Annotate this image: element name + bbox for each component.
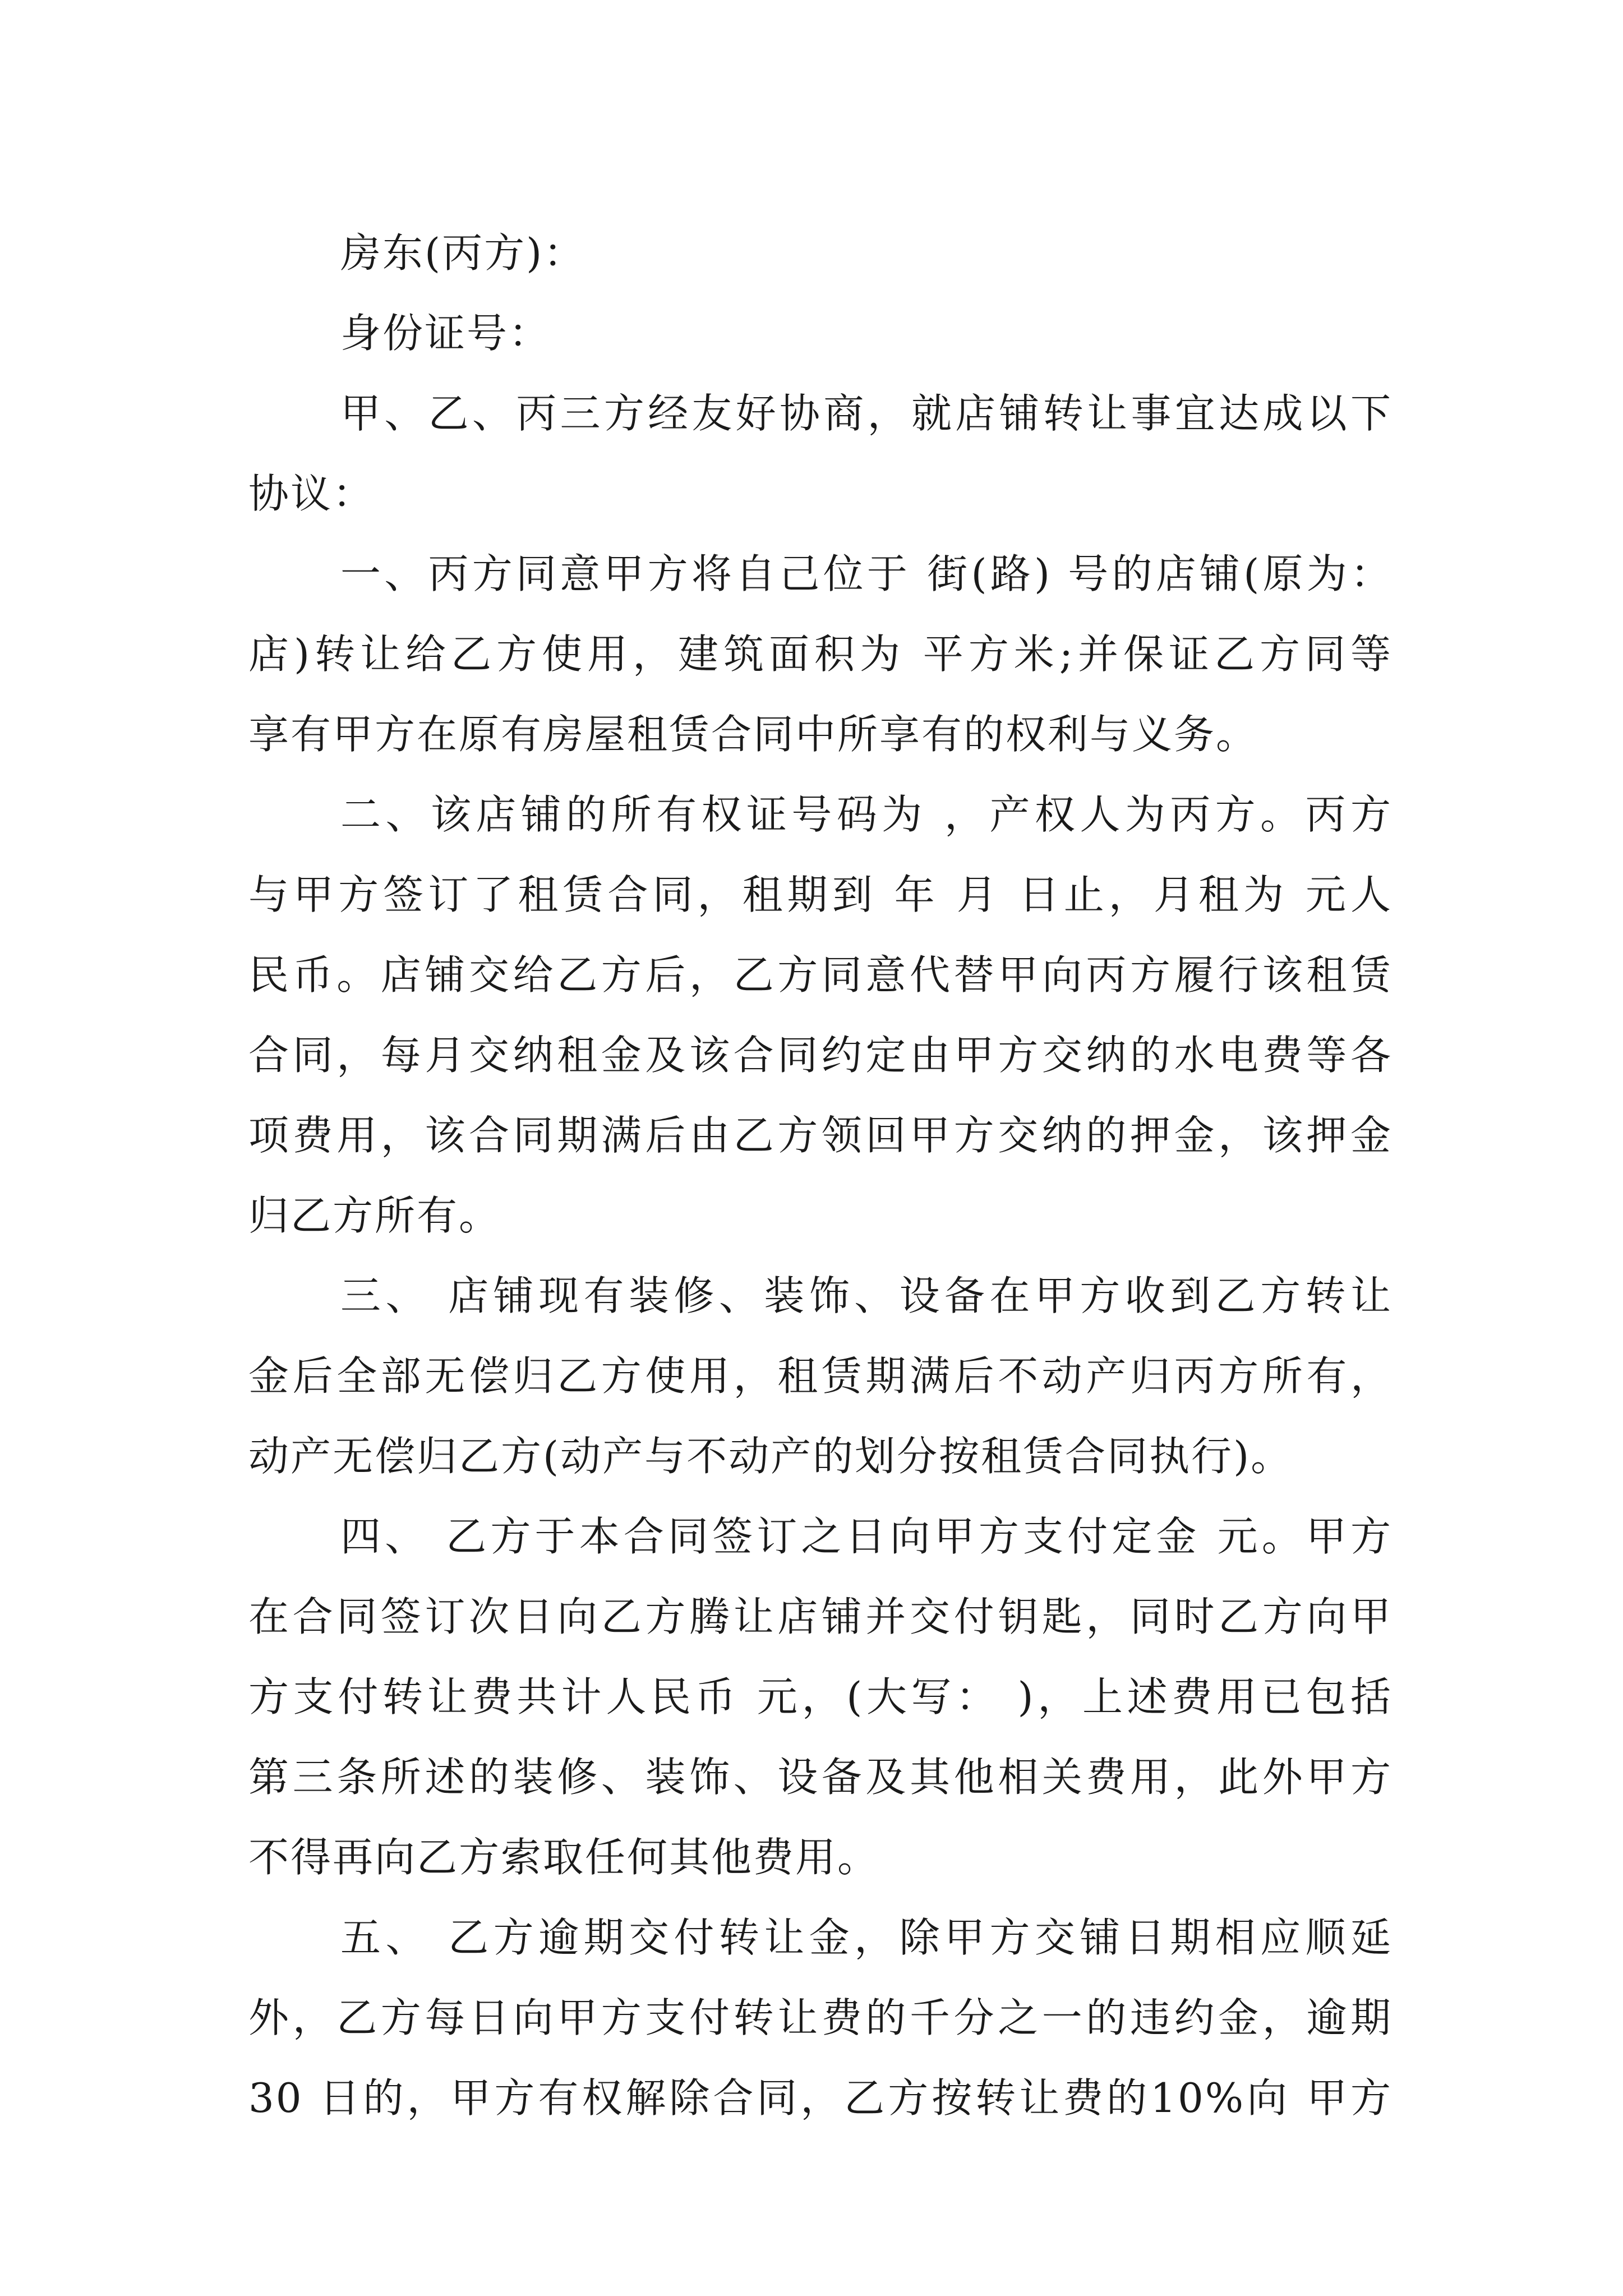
clause-2-line-2: 与甲方签订了租赁合同，租期到 年 月 日止，月租为 元人 (248, 871, 1393, 918)
clause-4-line-3: 方支付转让费共计人民币 元，(大写： )，上述费用已包括 (248, 1673, 1393, 1720)
landlord-line: 房东(丙方)： (340, 229, 586, 277)
clause-5-line-2: 外，乙方每日向甲方支付转让费的千分之一的违约金，逾期 (248, 1994, 1393, 2041)
clause-2-line-6: 归乙方所有。 (248, 1192, 501, 1239)
id-number-line: 身份证号： (340, 310, 551, 357)
clause-1-line-2: 店)转让给乙方使用，建筑面积为 平方米;并保证乙方同等 (248, 631, 1393, 678)
clause-5-line-1: 五、 乙方逾期交付转让金，除甲方交铺日期相应顺延 (340, 1914, 1393, 1961)
preamble-line-2: 协议： (248, 470, 375, 517)
clause-3-line-1: 三、 店铺现有装修、装饰、设备在甲方收到乙方转让 (340, 1272, 1393, 1319)
preamble-line-1: 甲、乙、丙三方经友好协商，就店铺转让事宜达成以下 (340, 390, 1393, 437)
clause-2-line-1: 二、该店铺的所有权证号码为 ，产权人为丙方。丙方 (340, 791, 1393, 838)
clause-1-line-1: 一、丙方同意甲方将自己位于 街(路) 号的店铺(原为： (340, 550, 1393, 597)
clause-3-line-3: 动产无偿归乙方(动产与不动产的划分按租赁合同执行)。 (248, 1433, 1293, 1480)
clause-2-line-3: 民币。店铺交给乙方后，乙方同意代替甲向丙方履行该租赁 (248, 951, 1393, 999)
clause-4-line-1: 四、 乙方于本合同签订之日向甲方支付定金 元。甲方 (340, 1513, 1393, 1560)
clause-4-line-4: 第三条所述的装修、装饰、设备及其他相关费用，此外甲方 (248, 1754, 1393, 1801)
clause-1-line-3: 享有甲方在原有房屋租赁合同中所享有的权利与义务。 (248, 711, 1258, 758)
document-body (248, 213, 1393, 2138)
clause-2-line-5: 项费用，该合同期满后由乙方领回甲方交纳的押金，该押金 (248, 1112, 1393, 1159)
clause-2-line-4: 合同，每月交纳租金及该合同约定由甲方交纳的水电费等各 (248, 1032, 1393, 1079)
clause-4-line-5: 不得再向乙方索取任何其他费用。 (248, 1834, 880, 1881)
clause-4-line-2: 在合同签订次日向乙方腾让店铺并交付钥匙，同时乙方向甲 (248, 1593, 1393, 1640)
clause-3-line-2: 金后全部无偿归乙方使用，租赁期满后不动产归丙方所有， (248, 1352, 1393, 1400)
clause-5-line-3: 30 日的，甲方有权解除合同，乙方按转让费的10%向 甲方 (248, 2074, 1393, 2122)
